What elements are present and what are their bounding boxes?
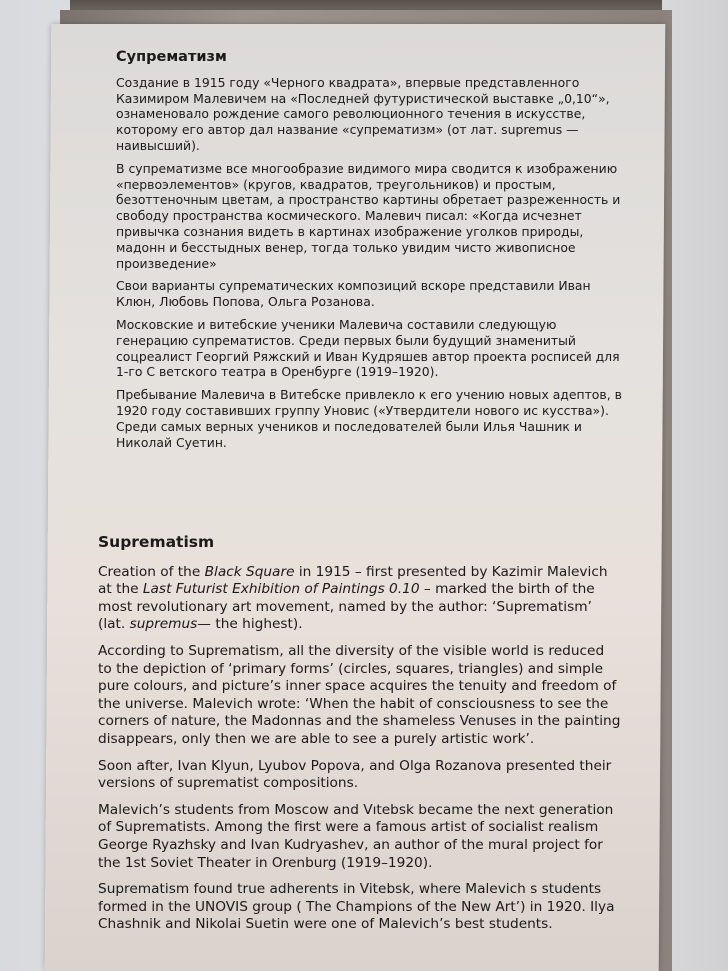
en-text: Creation of the xyxy=(98,563,205,580)
latin-term: supremus xyxy=(129,616,198,633)
russian-text-block xyxy=(116,50,624,457)
en-paragraph: Soon after, Ivan Klyun, Lyubov Popova, and Olga Rozanova presented their versions of suprematist compositions. xyxy=(98,757,612,792)
en-paragraph: According to Suprematism, all the diversity of the visible world is reduced to the depiction of ‘primary forms’ (circles, squares, triangles) and simple pure colours, and picture’s inner space acquires the tenuity and freedom of the universe. Malevich wrote: ‘When the habit of consciousness to see the corners of nature, the Madonnas and the shameless Venuses in the painting disappears, only then we are able to see a purely artistic work’. xyxy=(98,642,621,747)
en-paragraph-intro xyxy=(98,564,622,634)
en-text: – marked the birth of the most revolutionary art movement, named by the author: ‘Suprematism’ (lat. xyxy=(98,581,595,633)
wall-edge xyxy=(662,0,728,971)
ru-paragraph: В супрематизме все многообразие видимого мира сводится к изображению «первоэлементов» (кругов, квадратов, треугольников) и простым, безоттеночным цветам, а пространство картины обретает разреженность и свободу пространства космического. Малевич писал: «Когда исчезнет привычка сознания видеть в картинах изображение уголков природы, мадонн и бесстыдных венер, тогда только увидим чисто живописное произведение» xyxy=(116,160,621,271)
russian-title: Супрематизм xyxy=(116,49,227,65)
english-text-block xyxy=(98,534,622,943)
ru-paragraph: Московские и витебские ученики Малевича составили следующую генерацию супрематистов. Среди первых были будущий знаменитый соцреалист Георгий Ряжский и Иван Кудряшев автор проекта росписей для 1-го С ветского театра в Оренбурге (1919–1920). xyxy=(116,316,620,380)
en-paragraph: Suprematism found true adherents in Vitebsk, where Malevich s students formed in the UNOVIS group ( The Champions of the New Art’) in 1920. Ilya Chashnik and Nikolai Suetin were one of Malevich’s best students. xyxy=(98,881,615,933)
ru-paragraph: Пребывание Малевича в Витебске привлекло к его учению новых адептов, в 1920 году составивших группу Уновис («Утвердители нового ис кусства»). Среди самых верных учеников и последователей были Илья Чашник и Николай Суетин. xyxy=(116,387,622,450)
ru-paragraph: Создание в 1915 году «Черного квадрата», впервые представленного Казимиром Малевичем на «Последней футуристической выставке „0,10“», ознаменовало рождение самого революционного течения в искусстве, которому его автор дал название «супрематизм» (от лат. supremus — наивысший). xyxy=(116,74,610,153)
ru-paragraph: Свои варианты супрематических композиций вскоре представили Иван Клюн, Любовь Попова, Ольга Розанова. xyxy=(116,278,591,310)
en-text: in 1915 – first presented by Kazimir Malevich at the xyxy=(98,563,608,598)
en-paragraph: Malevich’s students from Moscow and Vıtebsk became the next generation of Suprematists. Among the first were a famous artist of socialist realism George Ryazhsky and Ivan Kudryashev, an author of the mural project for the 1st Soviet Theater in Orenburg (1919–1920). xyxy=(98,801,614,871)
english-title: Suprematism xyxy=(98,533,215,551)
en-text: — the highest). xyxy=(197,616,303,633)
exhibition-title: Last Futurist Exhibition of Paintings 0.10 xyxy=(142,581,420,598)
artwork-title: Black Square xyxy=(204,563,295,580)
